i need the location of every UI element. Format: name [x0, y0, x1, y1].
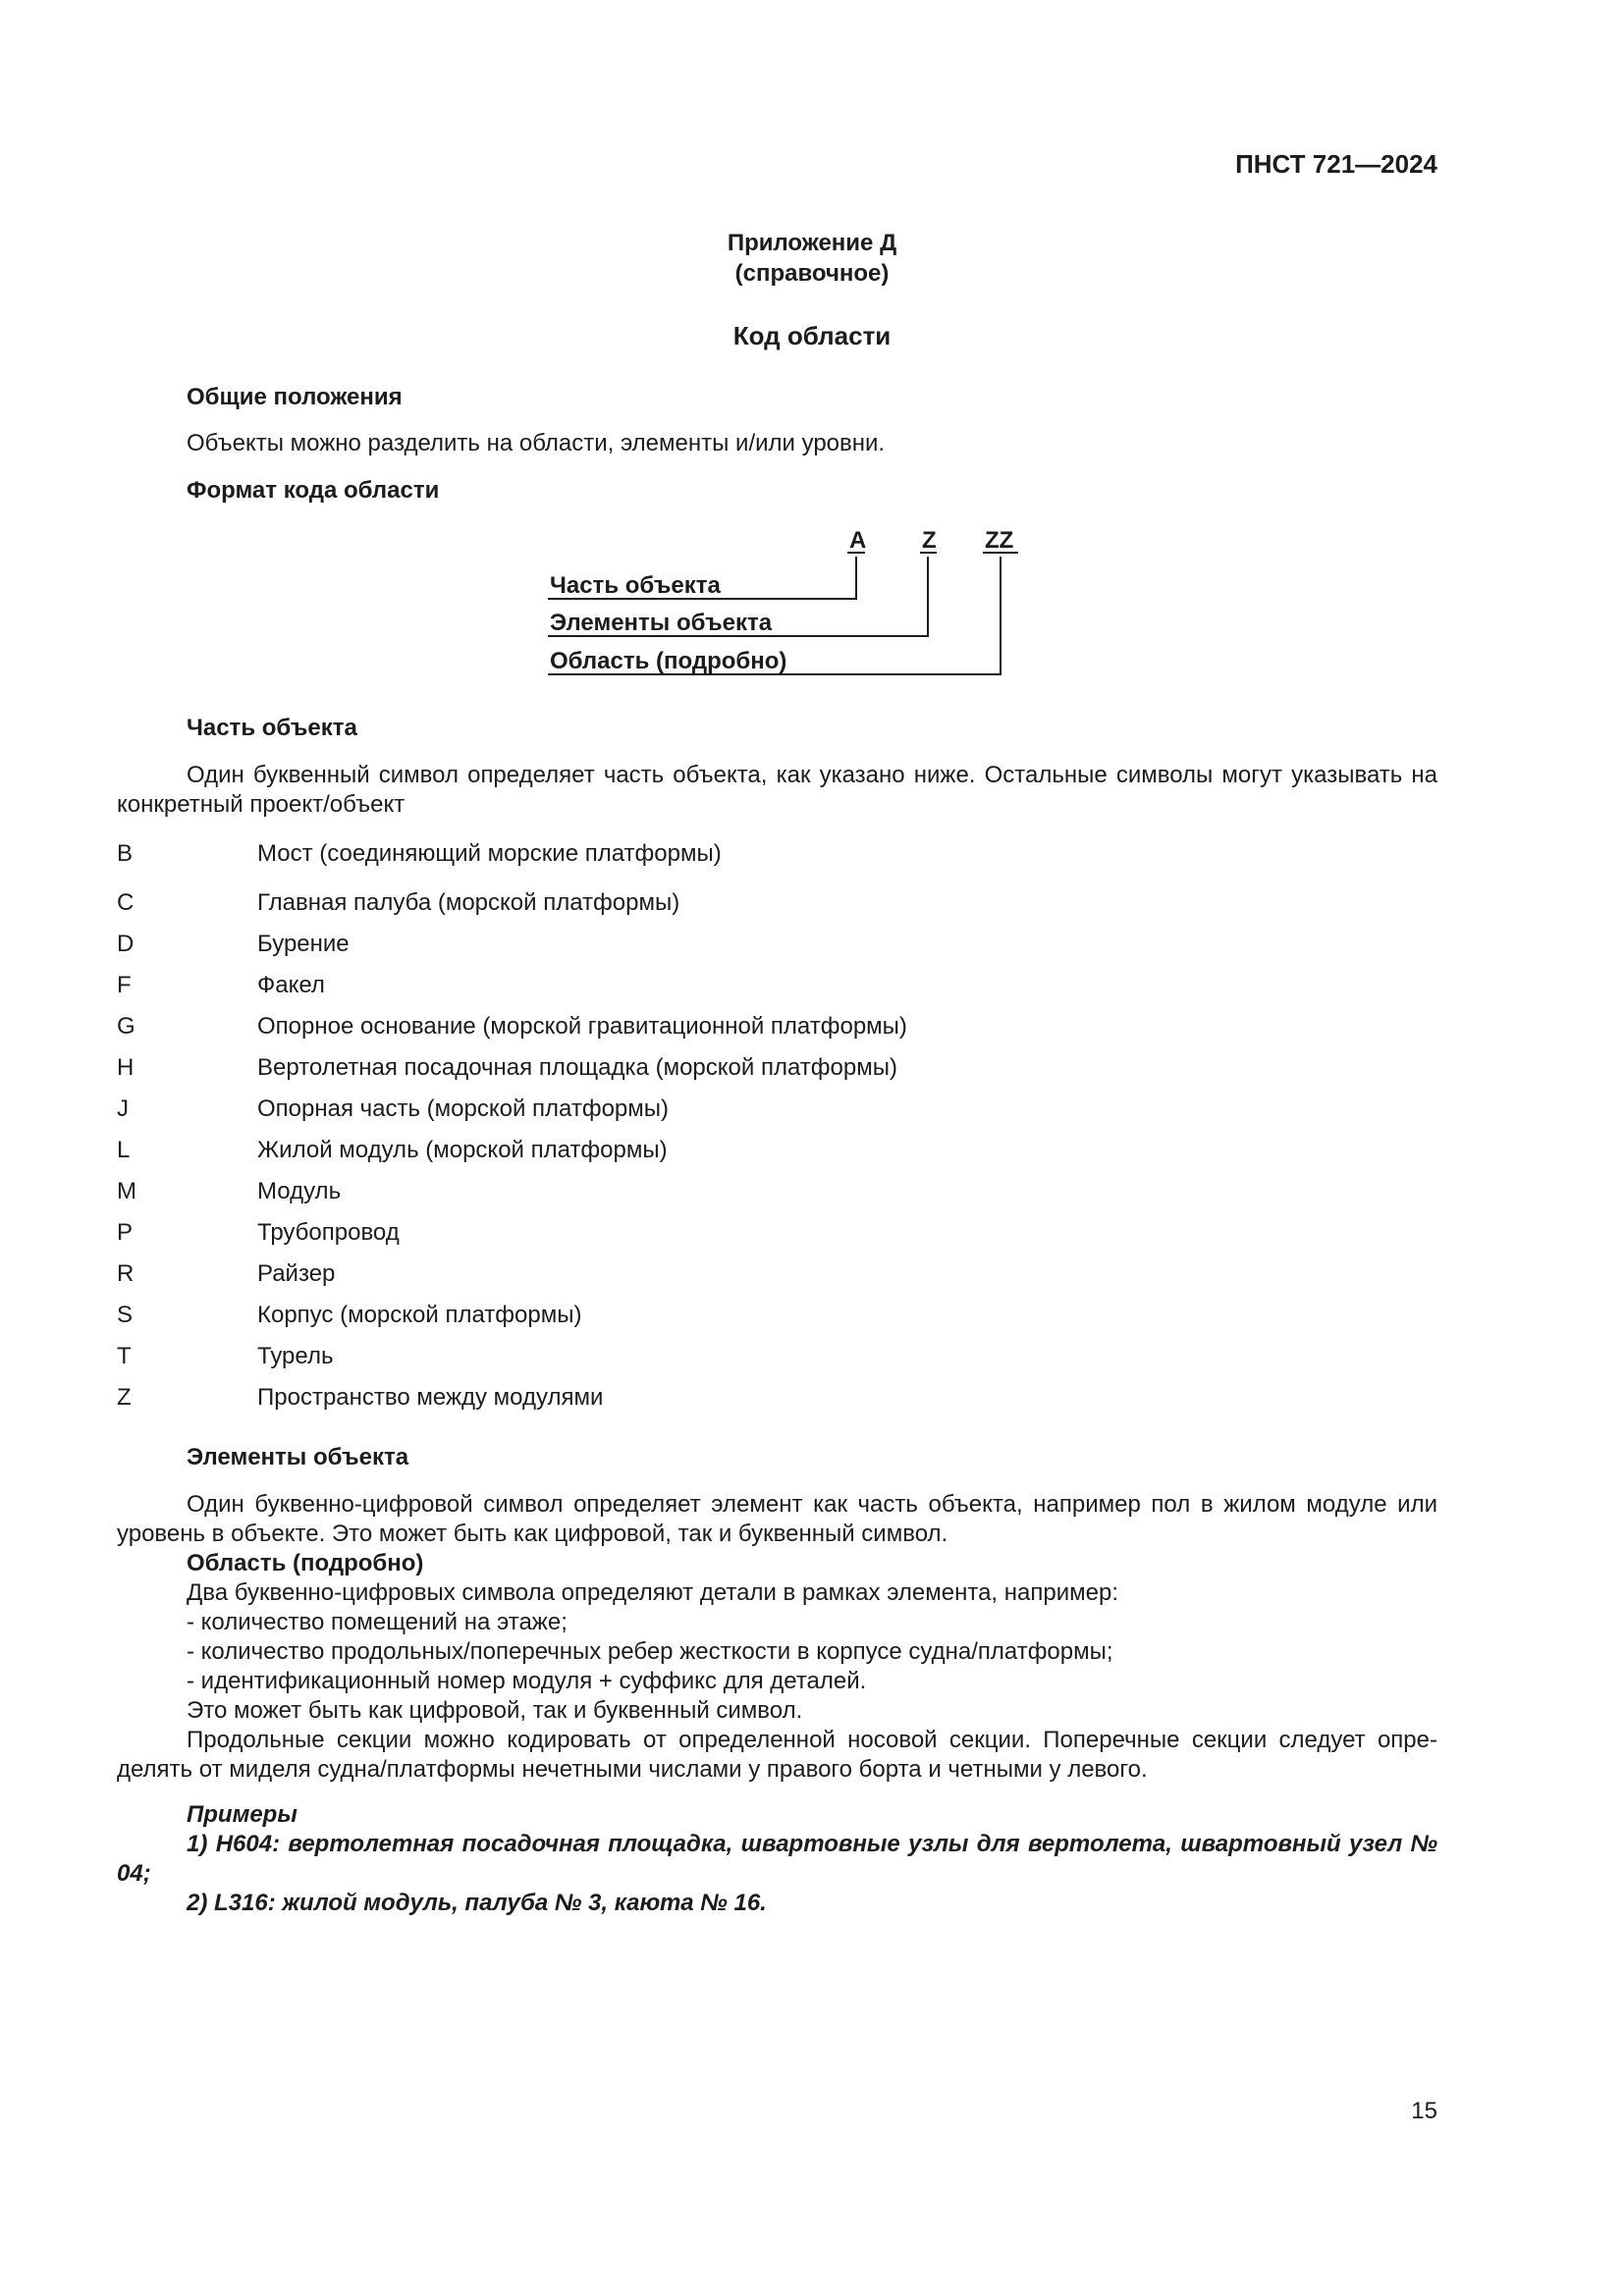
code-letter: B	[117, 840, 134, 867]
examples-heading: Примеры	[187, 1801, 298, 1828]
example-item-text: 1) H604: вертолетная посадочная площадка, швартовные узлы для вертолета, швартовный узел № 04;	[117, 1831, 1437, 1887]
code-letter: T	[117, 1343, 132, 1369]
area-detail-heading: Область (подробно)	[187, 1550, 424, 1576]
code-description: Факел	[257, 972, 325, 998]
format-heading: Формат кода области	[187, 477, 440, 504]
code-description: Вертолетная посадочная площадка (морской платформы)	[257, 1054, 897, 1081]
annex-title: Приложение Д	[727, 230, 897, 256]
general-text: Объекты можно разделить на области, элементы и/или уровни.	[187, 430, 886, 456]
diagram-label-object-part: Часть объекта	[550, 572, 721, 599]
diagram-label-elements: Элементы объекта	[550, 610, 773, 636]
object-part-heading: Часть объекта	[187, 715, 357, 741]
object-part-text	[117, 761, 1437, 820]
elements-text-content: Один буквенно-цифровой символ определяет элемент как часть объекта, например пол в жилом модуле или уровень в объекте. Это может быть как цифровой, так и буквенный символ.	[117, 1491, 1437, 1547]
code-description: Модуль	[257, 1178, 342, 1204]
code-description: Пространство между модулями	[257, 1384, 604, 1411]
elements-heading: Элементы объекта	[187, 1444, 409, 1470]
code-letter: R	[117, 1260, 135, 1287]
document-code: ПНСТ 721—2024	[1235, 149, 1437, 179]
code-description: Опорное основание (морской гравитационной платформы)	[257, 1013, 907, 1040]
code-description: Главная палуба (морской платформы)	[257, 889, 680, 916]
diagram-code-z: Z	[922, 527, 937, 554]
object-part-text-content: Один буквенный символ определяет часть объекта, как указано ниже. Остальные символы могут указывать на конкретный проект/объект	[117, 762, 1437, 818]
diagram-code-zz: ZZ	[985, 527, 1014, 554]
code-letter: D	[117, 931, 135, 957]
example-item	[117, 1830, 1437, 1889]
code-letter: L	[117, 1137, 131, 1163]
section-title: Код области	[732, 321, 892, 350]
sections-text	[117, 1726, 1437, 1785]
area-code-format-diagram	[540, 525, 1031, 682]
code-description: Корпус (морской платформы)	[257, 1302, 582, 1328]
code-description: Бурение	[257, 931, 350, 957]
page-number: 15	[1411, 2098, 1437, 2124]
code-description: Опорная часть (морской платформы)	[257, 1095, 670, 1122]
code-description: Трубопровод	[257, 1219, 400, 1246]
area-detail-list-item: - количество помещений на этаже;	[187, 1609, 568, 1635]
code-letter: M	[117, 1178, 136, 1204]
code-letter: S	[117, 1302, 134, 1328]
code-letter: G	[117, 1013, 135, 1040]
code-letter: F	[117, 972, 132, 998]
code-description: Жилой модуль (морской платформы)	[257, 1137, 668, 1163]
annex-title-block	[0, 228, 1624, 289]
area-detail-list-item: - идентификационный номер модуля + суффикс для деталей.	[187, 1668, 867, 1694]
code-description: Турель	[257, 1343, 334, 1369]
code-description: Райзер	[257, 1260, 336, 1287]
elements-text	[117, 1490, 1437, 1549]
code-letter: C	[117, 889, 135, 916]
annex-subtitle: (справочное)	[734, 260, 890, 287]
code-letter: H	[117, 1054, 135, 1081]
general-heading: Общие положения	[187, 384, 403, 410]
example-item-text: 2) L316: жилой модуль, палуба № 3, каюта № 16.	[187, 1890, 767, 1916]
code-description: Мост (соединяющий морские платформы)	[257, 840, 722, 867]
diagram-label-area: Область (подробно)	[550, 648, 787, 674]
diagram-code-a: A	[849, 527, 867, 554]
area-detail-note: Это может быть как цифровой, так и буквенный символ.	[187, 1697, 803, 1724]
area-detail-intro: Два буквенно-цифровых символа определяют детали в рамках элемента, например:	[187, 1579, 1118, 1606]
code-letter: P	[117, 1219, 134, 1246]
code-letter: Z	[117, 1384, 132, 1411]
example-item	[117, 1889, 1437, 1918]
sections-text-content: Продольные секции можно кодировать от определенной носовой секции. Поперечные секции следует опре-делять от миделя судна/платформы нечетными числами у правого борта и четными у левого.	[117, 1727, 1437, 1783]
code-letter: J	[117, 1095, 129, 1122]
area-detail-list-item: - количество продольных/поперечных ребер жесткости в корпусе судна/платформы;	[187, 1638, 1113, 1665]
